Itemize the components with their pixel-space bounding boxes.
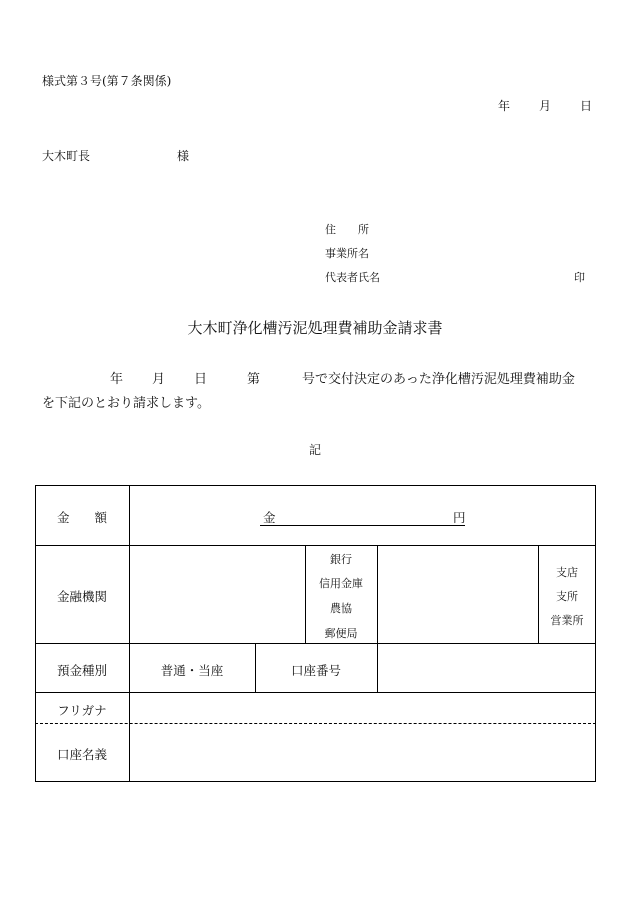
deposit-type-label: 預金種別 (56, 663, 107, 678)
body-month: 月 (152, 372, 166, 387)
addressee-name: 大木町長 (42, 149, 91, 163)
amount-label: 金 額 (56, 510, 107, 525)
date-day-label: 日 (580, 99, 593, 113)
account-number-field[interactable] (379, 645, 593, 690)
account-number-label: 口座番号 (290, 663, 341, 678)
branch-name-field[interactable] (379, 547, 536, 641)
form-number: 様式第３号(第７条関係) (42, 74, 172, 88)
body-dai: 第 (247, 372, 261, 387)
body-day: 日 (194, 372, 208, 387)
account-name-field[interactable] (131, 725, 593, 780)
date-year-label: 年 (498, 99, 511, 113)
amount-kin: 金 (263, 510, 276, 525)
furigana-label: フリガナ (57, 703, 107, 718)
branch-type-shisho: 支所 (556, 590, 578, 603)
bank-label: 金融機関 (56, 589, 107, 604)
branch-type-eigyosho: 営業所 (550, 614, 584, 627)
addressee-honorific: 様 (177, 149, 190, 163)
bank-type-bank: 銀行 (330, 553, 352, 566)
branch-type-shiten: 支店 (556, 566, 578, 579)
bank-type-credit-union: 信用金庫 (319, 577, 363, 590)
deposit-type-options[interactable]: 普通・当座 (160, 663, 224, 678)
bank-type-post: 郵便局 (324, 627, 358, 640)
furigana-field[interactable] (131, 694, 593, 722)
body-line1: 号で交付決定のあった浄化槽汚泥処理費補助金 (302, 372, 575, 387)
document-title: 大木町浄化槽汚泥処理費補助金請求書 (187, 319, 443, 337)
date-month-label: 月 (539, 99, 552, 113)
body-line2: を下記のとおり請求します。 (42, 396, 210, 411)
seal-mark: 印 (574, 271, 585, 284)
ki-mark: 記 (309, 443, 322, 457)
amount-underline (260, 525, 465, 526)
amount-field[interactable] (280, 503, 448, 525)
representative-label: 代表者氏名 (325, 271, 380, 284)
address-label: 住 所 (325, 223, 369, 236)
bank-name-field[interactable] (131, 547, 303, 641)
amount-yen: 円 (453, 510, 466, 525)
account-name-label: 口座名義 (56, 747, 107, 762)
body-year: 年 (110, 372, 124, 387)
office-name-label: 事業所名 (325, 247, 369, 260)
bank-type-ja: 農協 (330, 602, 352, 615)
